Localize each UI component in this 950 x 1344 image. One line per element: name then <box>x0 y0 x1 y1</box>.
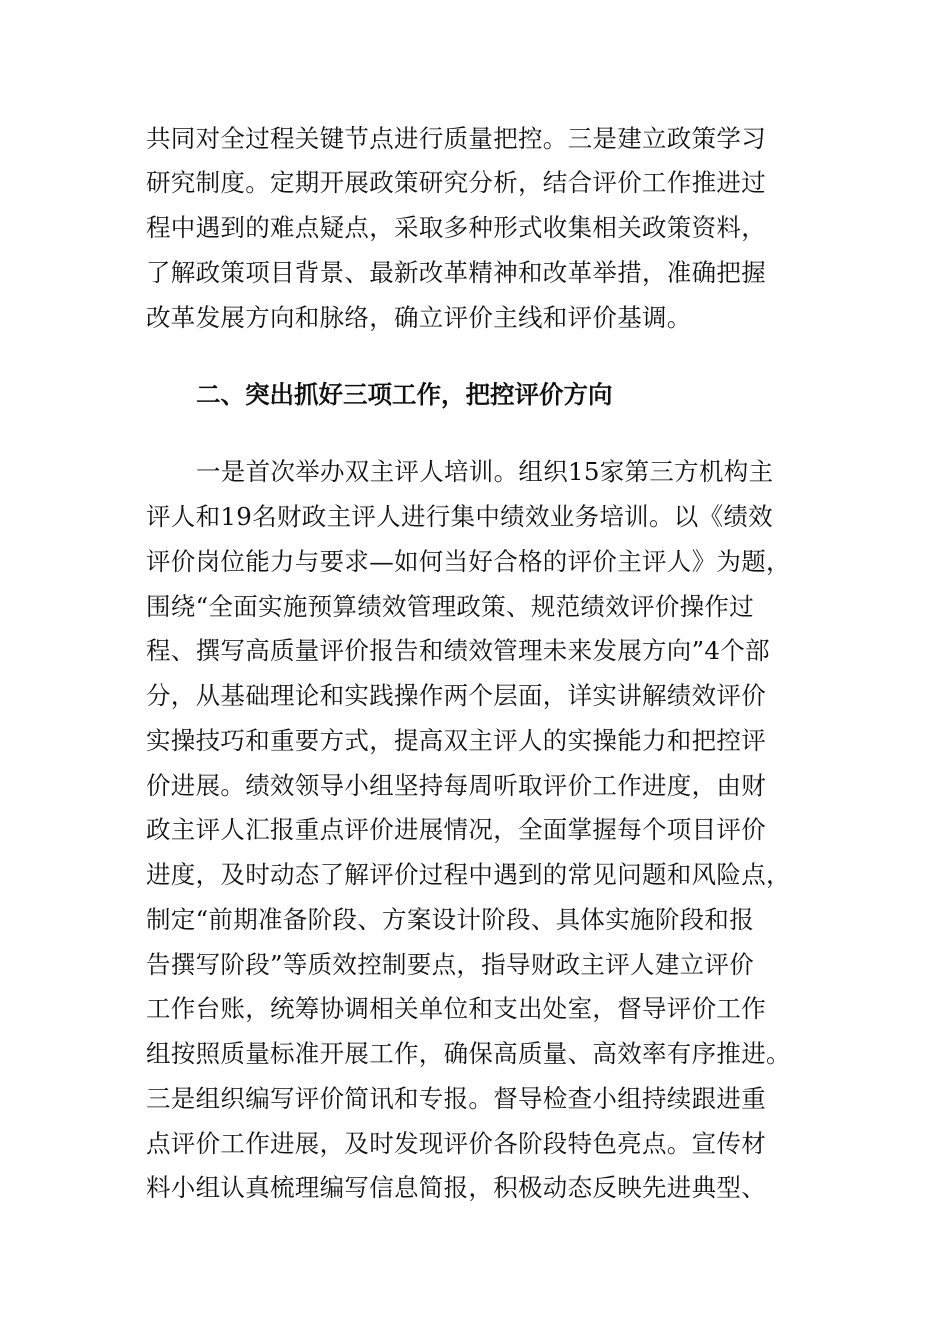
paragraph-2-line-10: 进度，及时动态了解评价过程中遇到的常见问题和风险点， <box>146 860 791 889</box>
paragraph-2-line-13: 工作台账，统筹协调相关单位和支出处室，督导评价工作 <box>146 994 766 1023</box>
paragraph-2-line-4: 围绕“全面实施预算绩效管理政策、规范绩效评价操作过 <box>146 592 755 621</box>
paragraph-2-line-15: 三是组织编写评价简讯和专报。督导检查小组持续跟进重 <box>146 1084 766 1113</box>
paragraph-1-line-3: 程中遇到的难点疑点，采取多种形式收集相关政策资料， <box>146 213 766 242</box>
paragraph-1-line-2: 研究制度。定期开展政策研究分析，结合评价工作推进过 <box>146 168 766 197</box>
paragraph-2-line-5: 程、撰写高质量评价报告和绩效管理未来发展方向”4个部 <box>146 636 770 665</box>
paragraph-2-line-17: 料小组认真梳理编写信息简报，积极动态反映先进典型、 <box>146 1173 766 1202</box>
paragraph-2-line-1: 一是首次举办双主评人培训。组织15家第三方机构主 <box>196 457 774 486</box>
paragraph-2-line-8: 价进展。绩效领导小组坚持每周听取评价工作进度，由财 <box>146 771 766 800</box>
section-heading: 二、突出抓好三项工作，把控评价方向 <box>196 380 613 409</box>
paragraph-2-line-12: 告撰写阶段”等质效控制要点，指导财政主评人建立评价 <box>146 950 755 979</box>
paragraph-2-line-6: 分，从基础理论和实践操作两个层面，详实讲解绩效评价 <box>146 681 766 710</box>
paragraph-2-line-9: 政主评人汇报重点评价进展情况，全面掌握每个项目评价 <box>146 815 766 844</box>
paragraph-2-line-16: 点评价工作进展，及时发现评价各阶段特色亮点。宣传材 <box>146 1129 766 1158</box>
paragraph-2-line-11: 制定“前期准备阶段、方案设计阶段、具体实施阶段和报 <box>146 905 755 934</box>
paragraph-1-line-4: 了解政策项目背景、最新改革精神和改革举措，准确把握 <box>146 258 766 287</box>
paragraph-2-line-7: 实操技巧和重要方式，提高双主评人的实操能力和把控评 <box>146 726 766 755</box>
paragraph-1-line-5: 改革发展方向和脉络，确立评价主线和评价基调。 <box>146 303 692 332</box>
paragraph-2-line-14: 组按照质量标准开展工作，确保高质量、高效率有序推进。 <box>146 1039 791 1068</box>
paragraph-2-line-3: 评价岗位能力与要求—如何当好合格的评价主评人》为题， <box>146 547 791 576</box>
paragraph-1-line-1: 共同对全过程关键节点进行质量把控。三是建立政策学习 <box>146 124 766 153</box>
paragraph-2-line-2: 评人和19名财政主评人进行集中绩效业务培训。以《绩效 <box>146 502 773 531</box>
